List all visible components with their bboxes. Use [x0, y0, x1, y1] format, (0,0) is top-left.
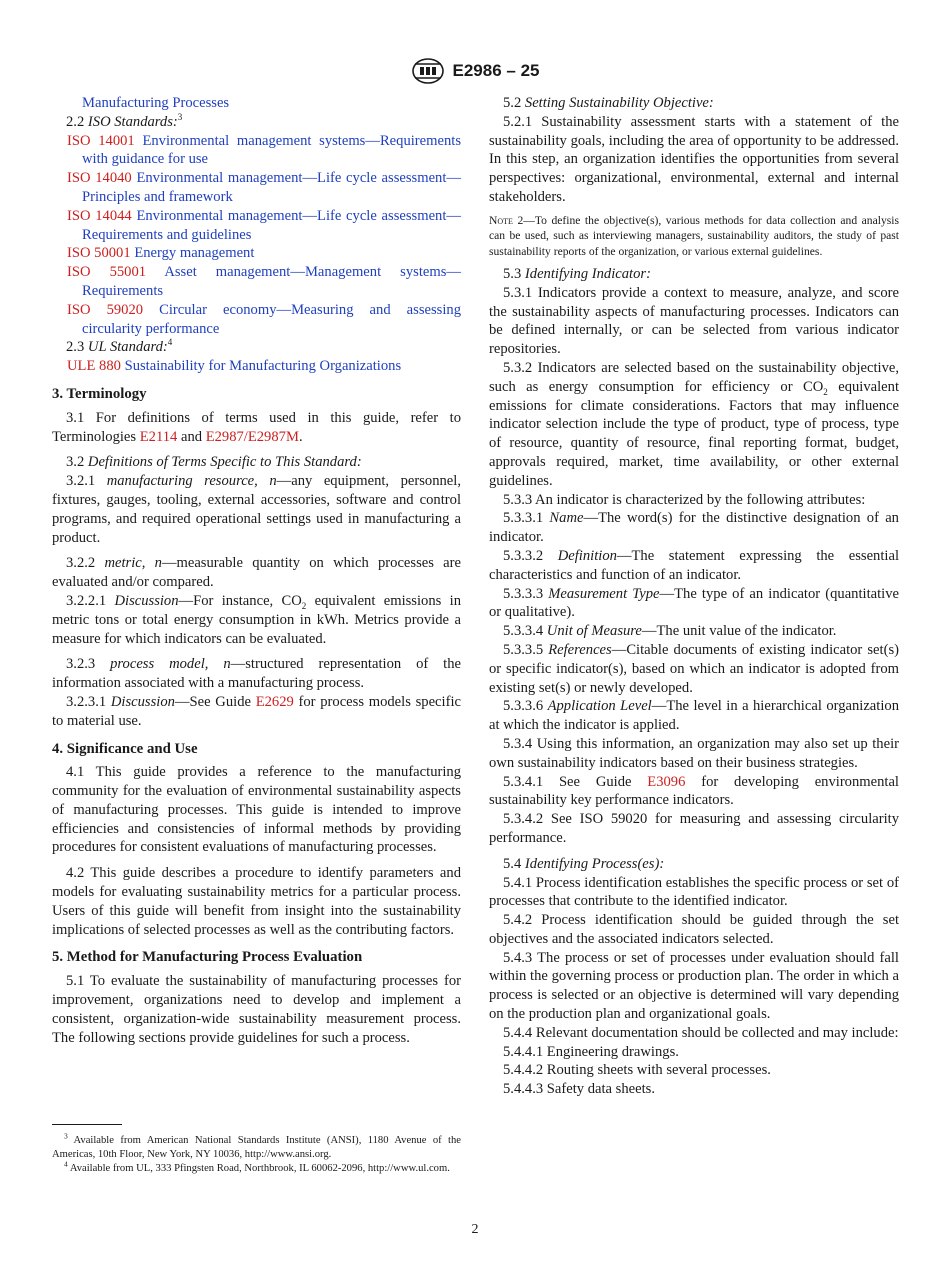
ule-880-ref[interactable]: ULE 880 Sustainability for Manufacturing Organizations — [67, 358, 402, 375]
para-5-4-2: 5.4.2 Process identification should be guided through the set objectives and the associated indicators selected. — [489, 912, 899, 947]
para-3-1: 3.1 For definitions of terms used in this guide, refer to Terminologies E2114 and E2987/E2987M. — [52, 409, 461, 445]
page-number: 2 — [471, 1222, 479, 1237]
link-e2629[interactable]: E2629 — [255, 693, 294, 710]
para-3-2-1: 3.2.1 manufacturing resource, n—any equipment, personnel, fixtures, gauges, tooling, external accessories, software and control programs, and required operational settings used in manufacturing a product. — [52, 473, 461, 546]
continued-reference[interactable]: Manufacturing Processes — [82, 95, 230, 111]
para-5-4: 5.4 Identifying Process(es): — [503, 855, 665, 872]
para-5-4-1: 5.4.1 Process identification establishes the specific process or set of processes that contribute to the identified indicator. — [489, 874, 899, 910]
section-4-title: 4. Significance and Use — [52, 740, 198, 757]
para-5-3-3-6: 5.3.3.6 Application Level—The level in a hierarchical organization at which the indicator is applied. — [489, 698, 899, 734]
para-5-3-3-1: 5.3.3.1 Name—The word(s) for the distinctive designation of an indicator. — [489, 510, 899, 546]
para-4-2: 4.2 This guide describes a procedure to identify parameters and models for evaluating sustainability metrics for a particular process. Users of this guide will benefit from insight into the sustainability implications of selected processes as well as the contributing factors. — [52, 865, 461, 938]
para-3-2-2: 3.2.2 metric, n—measurable quantity on which processes are evaluated and/or compared. — [52, 555, 461, 591]
footnote-3: $^3$ Available from American National Standards Institute (ANSI), 1180 Avenue of the Americas, 10th Floor, New York, NY 10036, http://www.ansi.org. — [52, 1131, 461, 1160]
para-5-2-1: 5.2.1 Sustainability assessment starts with a statement of the sustainability goals, including the area of opportunity to be addressed. In this step, an organization identifies the opportunities from several perspectives: organizational, environmental, external and internal stakeholders. — [489, 113, 899, 205]
footnotes — [52, 1131, 461, 1176]
para-3-2-2-1: 3.2.2.1 Discussion—For instance, $CO_2$ equivalent emissions in metric tons or total energy consumption in kWh. Metrics provide a measure for which indicators can be evaluated. — [52, 592, 461, 647]
section-5-title: 5. Method for Manufacturing Process Evaluation — [52, 949, 363, 966]
document-id: E2986 – 25 — [452, 61, 540, 80]
iso-14044-ref[interactable]: ISO 14044 Environmental management—Life cycle assessment—Requirements and guidelines — [67, 207, 461, 243]
para-3-2: 3.2 Definitions of Terms Specific to This Standard: — [66, 454, 362, 471]
para-3-2-3: 3.2.3 process model, n—structured representation of the information associated with a manufacturing process. — [52, 656, 462, 692]
right-column — [489, 94, 899, 1099]
para-5-2: 5.2 Setting Sustainability Objective: — [503, 95, 714, 111]
link-e3096[interactable]: E3096 — [647, 773, 686, 790]
para-5-3-3-5: 5.3.3.5 References—Citable documents of existing indicator set(s) or specific indicator(s), based on which an indicator is adopted from existing set(s) or newly developed. — [489, 641, 899, 696]
para-5-3-3: 5.3.3 An indicator is characterized by the following attributes: — [503, 491, 866, 508]
iso-55001-ref[interactable]: ISO 55001 Asset management—Management systems—Requirements — [67, 264, 461, 299]
para-5-3-4: 5.3.4 Using this information, an organization may also set up their own sustainability indicators based on their business strategies. — [489, 735, 899, 771]
para-5-4-4-1: 5.4.4.1 Engineering drawings. — [503, 1043, 679, 1060]
iso-14040-ref[interactable]: ISO 14040 Environmental management—Life cycle assessment—Principles and framework — [67, 170, 461, 205]
note-2: Note 2—To define the objective(s), various methods for data collection and analysis can be used, such as interviewing managers, sustainability auditors, the study of past sustainability reports of the organization, or various external guidelines. — [489, 213, 899, 258]
page-header — [0, 57, 950, 85]
para-5-4-4-2: 5.4.4.2 Routing sheets with several processes. — [503, 1062, 771, 1079]
astm-logo-icon — [411, 57, 445, 85]
section-3-title: 3. Terminology — [52, 385, 147, 402]
link-e2987[interactable]: E2987/E2987M — [205, 428, 299, 445]
iso-50001-ref[interactable]: ISO 50001 Energy management — [67, 245, 255, 262]
para-5-3-4-2: 5.3.4.2 See ISO 59020 for measuring and assessing circularity performance. — [489, 811, 899, 846]
link-e2114[interactable]: E2114 — [139, 428, 178, 445]
ul-standard-heading: 2.3 UL Standard:$^4$ — [66, 337, 173, 356]
para-5-4-4: 5.4.4 Relevant documentation should be collected and may include: — [503, 1024, 899, 1041]
footnote-4: $^4$ Available from UL, 333 Pfingsten Road, Northbrook, IL 60062-2096, http://www.ul.com. — [64, 1159, 450, 1174]
para-5-3-3-3: 5.3.3.3 Measurement Type—The type of an indicator (quantitative or qualitative). — [489, 585, 899, 621]
para-5-1: 5.1 To evaluate the sustainability of manufacturing processes for improvement, organizations need to develop and implement a consistent, organization-wide sustainability measurement process. The following sections provide guidelines for such a process. — [52, 973, 461, 1046]
para-5-4-3: 5.4.3 The process or set of processes under evaluation should fall within the governing process or production plan. The order in which a process is selected or an objective is determined will vary depending on the production plan and organizational goals. — [489, 949, 899, 1023]
para-5-4-4-3: 5.4.4.3 Safety data sheets. — [503, 1081, 655, 1098]
para-5-3-3-4: 5.3.3.4 Unit of Measure—The unit value of the indicator. — [503, 623, 837, 640]
iso-59020-ref[interactable]: ISO 59020 Circular economy—Measuring and assessing circularity performance — [67, 301, 461, 337]
para-4-1: 4.1 This guide provides a reference to the manufacturing community for the evaluation of environmental sustainability aspects of manufacturing processes. This guide is intended to improve efficiencies and consistencies of informal methods by providing procedures for consistent evaluations of manufacturing processes. — [52, 764, 461, 856]
para-5-3-2: 5.3.2 Indicators are selected based on the sustainability objective, such as energy consumption for efficiency or $CO_2$ equivalent emissions for climate considerations. Factors that may influence indicator selection include the type of product, type of process, type of resource, quantity of resource, final reporting format, budget, approvals required, market, time availability, or other external guidelines. — [489, 359, 899, 489]
iso-standards-heading: 2.2 ISO Standards:$^3$ — [66, 111, 183, 130]
para-3-2-3-1: 3.2.3.1 Discussion—See Guide E2629 for process models specific to material use. — [52, 693, 461, 729]
iso-14001-ref[interactable]: ISO 14001 Environmental management systems—Requirements with guidance for use — [67, 132, 462, 168]
para-5-3-3-2: 5.3.3.2 Definition—The statement expressing the essential characteristics and function of an indicator. — [489, 547, 899, 583]
para-5-3-4-1: 5.3.4.1 See Guide E3096 for developing environmental sustainability key performance indicators. — [489, 773, 899, 809]
para-5-3: 5.3 Identifying Indicator: — [503, 266, 651, 282]
para-5-3-1: 5.3.1 Indicators provide a context to measure, analyze, and score the sustainability aspects of manufacturing processes. Indicators can be defined internally, or can be selected from various indicator repositories. — [489, 284, 899, 358]
left-column — [52, 94, 461, 1047]
footnote-divider — [52, 1124, 122, 1125]
